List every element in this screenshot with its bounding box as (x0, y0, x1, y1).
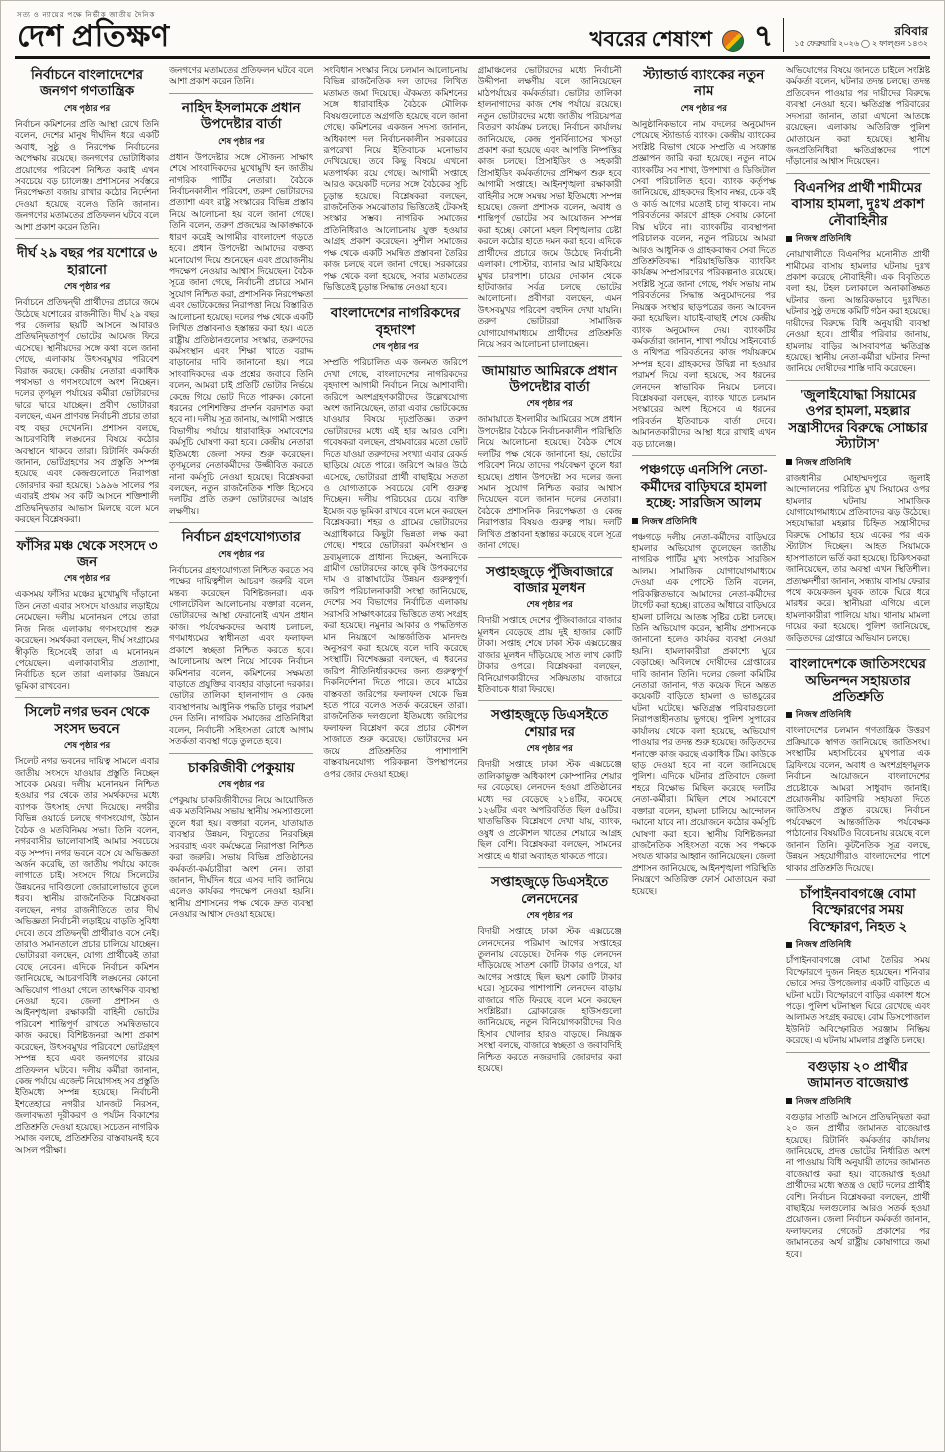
article-headline: নাহিদ ইসলামকে প্রধান উপদেষ্টার বার্তা (181, 99, 301, 132)
article (169, 93, 313, 517)
article-headline: দীর্ঘ ২৯ বছর পর যশোরে ৬ হারানো (17, 245, 158, 277)
byline-label: নিজস্ব প্রতিনিধি (795, 233, 852, 244)
byline-label: নিজস্ব প্রতিনিধি (795, 456, 852, 467)
section-logo-icon (722, 30, 744, 52)
byline-label: নিজস্ব প্রতিনিধি (641, 515, 698, 526)
column-4 (478, 65, 622, 1429)
byline-square-icon (786, 1098, 792, 1104)
article-headline: বিএনপির প্রার্থী শামীমের বাসায় হামলা, দুঃখ প্রকাশ নৌবাহিনীর (791, 179, 925, 228)
article (786, 1052, 930, 1260)
page-header (15, 7, 930, 56)
continued-from-label: শেষ পৃষ্ঠার পর (63, 281, 111, 292)
article (478, 557, 622, 696)
article-body: নির্বাচনে প্রতিদ্বন্দ্বী প্রার্থীদের প্রচারে জমে উঠেছে যশোরের রাজনীতি। দীর্ঘ ২৯ বছর পর জেলার ছয়টি আসনে আবারও প্রতিদ্বন্দ্বিতাপূর্ণ ভোটের আমেজ ফিরে এসেছে। স্থানীয়দের সঙ্গে কথা বলে জানা গেছে, এলাকায় উৎসবমুখর পরিবেশ বিরাজ করছে। কেন্দ্রীয় নেতারা একাধিক পথসভা ও গণসংযোগে অংশ নিচ্ছেন। দলের তৃণমূল পর্যায়ের কর্মীরা ভোটারদের দ্বারে দ্বারে যাচ্ছেন। প্রবীণ ভোটাররা বলছেন, এমন প্রাণবন্ত নির্বাচনী প্রচার তারা বহু বছর দেখেননি। প্রশাসন বলছে, আচরণবিধি লঙ্ঘনের বিষয়ে কঠোর অবস্থানে থাকবে তারা। রিটার্নিং কর্মকর্তা জানান, ভোটগ্রহণের সব প্রস্তুতি সম্পন্ন হয়েছে এবং কেন্দ্রগুলোতে নিরাপত্তা জোরদার করা হয়েছে। ১৯৯৬ সালের পর এবারই প্রথম সব কটি আসনে শক্তিশালী প্রতিদ্বন্দ্বিতার আভাস মিলছে বলে মনে করছেন বিশ্লেষকরা। (15, 297, 160, 525)
article-body: বাংলাদেশের চলমান গণতান্ত্রিক উত্তরণ প্রক্রিয়াকে স্বাগত জানিয়েছে জাতিসংঘ। সংস্থাটির মহাসচিবের মুখপাত্র এক ব্রিফিংয়ে বলেন, অবাধ ও অংশগ্রহণমূলক নির্বাচন আয়োজনে বাংলাদেশের প্রচেষ্টাকে আমরা সাধুবাদ জানাই। প্রয়োজনীয় কারিগরি সহায়তা দিতে জাতিসংঘ প্রস্তুত রয়েছে। নির্বাচন পর্যবেক্ষণে আন্তর্জাতিক পর্যবেক্ষক পাঠানোর বিষয়টিও বিবেচনায় রয়েছে বলে জানান তিনি। কূটনৈতিক সূত্র বলছে, উন্নয়ন সহযোগীরাও বাংলাদেশের পাশে থাকার প্রতিশ্রুতি দিয়েছে। (785, 725, 930, 873)
article-headline: বাংলাদেশকে জাতিসংঘের অভিনন্দন সহায়তার প্রতিশ্রুতি (790, 656, 926, 704)
byline (786, 937, 930, 952)
article-headline: চাঁপাইনবাবগঞ্জে বোমা বিস্ফোরণের সময় বিস্ফোরণ, নিহত ২ (800, 885, 916, 934)
article (786, 380, 930, 644)
continued-from-label: শেষ পৃষ্ঠার পর (526, 599, 573, 610)
masthead-tagline: সত্য ও ন্যায়ের পক্ষে নির্ভীক জাতীয় দৈনিক (17, 11, 156, 19)
article-headline: বগুড়ায় ২০ প্রার্থীর জামানত বাজেয়াপ্ত (807, 1058, 909, 1091)
article-body: সম্প্রতি পরিচালিত এক জনমত জরিপে দেখা গেছে, বাংলাদেশের নাগরিকদের বৃহদাংশ আগামী নির্বাচন নিয়ে আশাবাদী। জরিপে অংশগ্রহণকারীদের উল্লেখযোগ্য অংশ জানিয়েছেন, তারা এবার ভোটকেন্দ্রে যাওয়ার বিষয়ে দৃঢ়প্রতিজ্ঞ। তরুণ ভোটারদের মধ্যে এই হার আরও বেশি। গবেষকরা বলছেন, প্রথমবারের মতো ভোট দিতে যাওয়া তরুণদের সংখ্যা এবার রেকর্ড ছাড়িয়ে যেতে পারে। জরিপে আরও উঠে এসেছে, ভোটাররা প্রার্থী বাছাইয়ে সততা ও যোগ্যতাকে সবচেয়ে বেশি গুরুত্ব দিচ্ছেন। দলীয় পরিচয়ের চেয়ে ব্যক্তি ইমেজ বড় ভূমিকা রাখবে বলে মনে করছেন বিশ্লেষকরা। শহর ও গ্রামের ভোটারদের অগ্রাধিকারে কিছুটা ভিন্নতা লক্ষ করা গেছে। শহুরে ভোটাররা কর্মসংস্থান ও দ্রব্যমূল্যকে প্রাধান্য দিচ্ছেন, অন্যদিকে গ্রামীণ ভোটারদের কাছে কৃষি উপকরণের দাম ও রাস্তাঘাটের উন্নয়ন গুরুত্বপূর্ণ। জরিপ পরিচালনাকারী সংস্থা জানিয়েছে, দেশের সব বিভাগের নির্বাচিত এলাকায় সরাসরি সাক্ষাৎকারের ভিত্তিতে তথ্য সংগ্রহ করা হয়েছে। নমুনার আকার ও পদ্ধতিগত মান নিয়ন্ত্রণে আন্তর্জাতিক মানদণ্ড অনুসরণ করা হয়েছে বলে দাবি করেছে সংস্থাটি। বিশেষজ্ঞরা বলছেন, এ ধরনের জরিপ নীতিনির্ধারকদের জন্য গুরুত্বপূর্ণ দিকনির্দেশনা দিতে পারে। তবে মাঠের বাস্তবতা জরিপের ফলাফল থেকে ভিন্ন হতে পারে বলেও সতর্ক করেছেন তারা। রাজনৈতিক দলগুলো ইতিমধ্যে জরিপের ফলাফল বিশ্লেষণ করে প্রচার কৌশল সাজাতে শুরু করেছে। ভোটারদের মন জয়ে প্রতিশ্রুতির পাশাপাশি বাস্তবায়নযোগ্য পরিকল্পনা উপস্থাপনের ওপর জোর দেওয়া হচ্ছে। (323, 357, 468, 779)
article-headline: নির্বাচনে বাংলাদেশের জনগণ গণতান্ত্রিক (31, 67, 144, 99)
article (478, 867, 622, 1074)
continued-from-label: শেষ পৃষ্ঠার পর (218, 548, 265, 559)
column-lead-text: জনগণের মতামতের প্রতিফলন ঘটবে বলে আশা প্রকাশ করেন তিনি। (169, 65, 314, 87)
article-body: জামায়াতে ইসলামীর আমিরের সঙ্গে প্রধান উপদেষ্টার বৈঠকে নির্বাচনকালীন পরিস্থিতি নিয়ে আলোচনা হয়েছে। বৈঠক শেষে দলটির পক্ষ থেকে জানানো হয়, ভোটের পরিবেশ নিয়ে তাদের পর্যবেক্ষণ তুলে ধরা হয়েছে। প্রধান উপদেষ্টা সব দলের জন্য সমান সুযোগ নিশ্চিত করার আশ্বাস দিয়েছেন বলে জানান দলের নেতারা। বৈঠকে প্রশাসনিক নিরপেক্ষতা ও কেন্দ্র নিরাপত্তার বিষয়ও গুরুত্ব পায়। দলটি লিখিত প্রস্তাবনা হস্তান্তর করেছে বলে সূত্রে জানা গেছে। (477, 414, 622, 551)
column-3 (323, 65, 467, 1429)
article-body: রাজধানীর মোহাম্মদপুরে জুলাই আন্দোলনের পরিচিত মুখ সিয়ামের ওপর হামলার ঘটনায় সামাজিক যোগাযোগমাধ্যমে প্রতিবাদের ঝড় উঠেছে। সহযোদ্ধারা মহল্লার চিহ্নিত সন্ত্রাসীদের বিরুদ্ধে সোচ্চার হয়ে একের পর এক স্ট্যাটাস দিচ্ছেন। আহত সিয়ামকে হাসপাতালে ভর্তি করা হয়েছে। চিকিৎসকরা জানিয়েছেন, তার অবস্থা এখন স্থিতিশীল। প্রত্যক্ষদর্শীরা জানান, সন্ধ্যায় বাসায় ফেরার পথে কয়েকজন যুবক তাকে ঘিরে ধরে মারধর করে। স্থানীয়রা এগিয়ে এলে হামলাকারীরা পালিয়ে যায়। থানায় মামলা দায়ের করা হয়েছে। পুলিশ জানিয়েছে, জড়িতদের গ্রেপ্তারে অভিযান চলছে। (785, 472, 930, 643)
article-headline: জামায়াত আমিরকে প্রধান উপদেষ্টার বার্তা (482, 362, 618, 395)
page-number: ৭ (753, 20, 774, 53)
byline (786, 707, 930, 722)
article (15, 67, 159, 233)
header-right (590, 18, 928, 52)
article (169, 522, 313, 747)
continued-from-label: শেষ পৃষ্ঠার পর (526, 398, 573, 409)
article-body: নোয়াখালীতে বিএনপির মনোনীত প্রার্থী শামীমের বাসায় হামলার ঘটনায় দুঃখ প্রকাশ করেছে নৌবাহিনী। এক বিবৃতিতে বলা হয়, টহল চলাকালে অনাকাঙ্ক্ষিত ঘটনার জন্য আন্তরিকভাবে দুঃখিত। ঘটনার সুষ্ঠু তদন্তে কমিটি গঠন করা হয়েছে। দায়ীদের বিরুদ্ধে বিধি অনুযায়ী ব্যবস্থা নেওয়া হবে। প্রার্থীর পরিবার জানায়, হামলায় বাড়ির আসবাবপত্র ক্ষতিগ্রস্ত হয়েছে। স্থানীয় নেতা-কর্মীরা ঘটনার নিন্দা জানিয়ে দোষীদের শাস্তি দাবি করেছেন। (785, 249, 930, 374)
columns (15, 65, 930, 1429)
article-body: নির্বাচনের গ্রহণযোগ্যতা নিশ্চিত করতে সব পক্ষের দায়িত্বশীল আচরণ জরুরি বলে মন্তব্য করেছেন বিশিষ্টজনরা। এক গোলটেবিল আলোচনায় বক্তারা বলেন, ভোটারদের আস্থা ফেরানোই এখন প্রধান কাজ। পর্যবেক্ষকদের অবাধ চলাচল, গণমাধ্যমের স্বাধীনতা এবং ফলাফল প্রকাশে স্বচ্ছতা নিশ্চিত করতে হবে। আলোচনায় অংশ নিয়ে সাবেক নির্বাচন কমিশনার বলেন, কমিশনের সক্ষমতা বাড়াতে প্রযুক্তির ব্যবহার বাড়ানো দরকার। ভোটার তালিকা হালনাগাদ ও কেন্দ্র ব্যবস্থাপনায় আধুনিক পদ্ধতি চালুর পরামর্শ দেন তিনি। নাগরিক সমাজের প্রতিনিধিরা বলেন, নির্বাচনী সহিংসতা রোধে আগাম সতর্কতা ব্যবস্থা গড়ে তুলতে হবে। (169, 564, 314, 747)
article (15, 697, 159, 1156)
column-lead-text: গ্রামাঞ্চলের ভোটারদের মধ্যে নির্বাচনী উদ্দীপনা লক্ষণীয় বলে জানিয়েছেন মাঠপর্যায়ের কর্মকর্তারা। ভোটার তালিকা হালনাগাদের কাজ শেষ পর্যায়ে রয়েছে। নতুন ভোটারদের মধ্যে জাতীয় পরিচয়পত্র বিতরণ কার্যক্রম চলছে। নির্বাচন কার্যালয় জানিয়েছে, কেন্দ্র পুনর্বিন্যাসের খসড়া প্রকাশ করা হয়েছে এবং আপত্তি নিষ্পত্তির কাজ চলছে। প্রিসাইডিং ও সহকারী প্রিসাইডিং কর্মকর্তাদের প্রশিক্ষণ শুরু হবে আগামী সপ্তাহে। আইনশৃঙ্খলা রক্ষাকারী বাহিনীর সঙ্গে সমন্বয় সভা ইতিমধ্যে সম্পন্ন হয়েছে। জেলা প্রশাসক বলেন, অবাধ ও শান্তিপূর্ণ ভোটের সব আয়োজন সম্পন্ন করা হচ্ছে। কোনো মহল বিশৃঙ্খলার চেষ্টা করলে কঠোর হাতে দমন করা হবে। এদিকে প্রার্থীদের প্রচারে জমে উঠেছে নির্বাচনী এলাকা। পোস্টার, ব্যানার আর মাইকিংয়ে মুখর চারপাশ। চায়ের দোকান থেকে হাটবাজার সর্বত্র চলছে ভোটের আলোচনা। প্রবীণরা বলছেন, এমন উৎসবমুখর পরিবেশ বহুদিন দেখা যায়নি। তরুণ ভোটাররা সামাজিক যোগাযোগমাধ্যমে প্রার্থীদের প্রতিশ্রুতি নিয়ে সরব আলোচনা চালাচ্ছেন। (477, 65, 622, 350)
byline-square-icon (786, 712, 792, 718)
column-1 (15, 65, 159, 1429)
byline-square-icon (786, 236, 792, 242)
article-body: বগুড়ার সাতটি আসনে প্রতিদ্বন্দ্বিতা করা ২০ জন প্রার্থীর জামানত বাজেয়াপ্ত হয়েছে। রিটার্নিং কর্মকর্তার কার্যালয় জানিয়েছে, প্রদত্ত ভোটের নির্ধারিত অংশ না পাওয়ায় বিধি অনুযায়ী তাদের জামানত বাজেয়াপ্ত করা হয়। বাজেয়াপ্ত হওয়া প্রার্থীদের মধ্যে স্বতন্ত্র ও ছোট দলের প্রার্থীই বেশি। নির্বাচন বিশ্লেষকরা বলছেন, প্রার্থী বাছাইয়ে দলগুলোর আরও সতর্ক হওয়া প্রয়োজন। জেলা নির্বাচন কর্মকর্তা জানান, ফলাফলের গেজেট প্রকাশের পর জামানতের অর্থ রাষ্ট্রীয় কোষাগারে জমা হবে। (785, 1111, 930, 1259)
article (169, 753, 313, 921)
continued-from-label: শেষ পৃষ্ঠার পর (372, 341, 419, 352)
article-headline: চাকরিজীবী পেকুয়ায় (187, 759, 295, 775)
article-body: বিদায়ী সপ্তাহে দেশের পুঁজিবাজারে বাজার মূলধন বেড়েছে প্রায় দুই হাজার কোটি টাকা। সপ্তাহ শেষে ঢাকা স্টক এক্সচেঞ্জের বাজার মূলধন দাঁড়িয়েছে সাত লাখ কোটি টাকার ওপরে। বিশ্লেষকরা বলছেন, বিনিয়োগকারীদের সক্রিয়তায় বাজারে ইতিবাচক ধারা ফিরছে। (477, 615, 622, 695)
article (632, 67, 776, 450)
column-2 (169, 65, 313, 1429)
date-line: ১৫ ফেব্রুয়ারি ২০২৬ ◯ ২ ফাল্গুন ১৪৩২ (794, 39, 928, 48)
header-rule (15, 56, 930, 59)
article-headline: পঞ্চগড়ে এনসিপি নেতা-কর্মীদের বাড়িঘরে হামলা হচ্ছে: সারজিস আলম (639, 462, 768, 511)
article (323, 298, 467, 780)
column-6 (786, 65, 930, 1429)
article-body: প্রধান উপদেষ্টার সঙ্গে সৌজন্য সাক্ষাৎ শেষে সাংবাদিকদের মুখোমুখি হন জাতীয় নাগরিক পার্টির নেতারা। বৈঠকে নির্বাচনকালীন পরিবেশ, তরুণ ভোটারদের প্রত্যাশা এবং রাষ্ট্র সংস্কারের বিভিন্ন প্রস্তাব নিয়ে আলোচনা হয় বলে জানা গেছে। তিনি বলেন, তরুণ প্রজন্মের আকাঙ্ক্ষাকে ধারণ করেই আগামীর বাংলাদেশ গড়তে হবে। প্রধান উপদেষ্টা আমাদের বক্তব্য মনোযোগ দিয়ে শুনেছেন এবং প্রয়োজনীয় পদক্ষেপ নেওয়ার আশ্বাস দিয়েছেন। বৈঠক সূত্রে জানা গেছে, নির্বাচনী প্রচারে সমান সুযোগ নিশ্চিত করা, প্রশাসনিক নিরপেক্ষতা এবং ভোটকেন্দ্রের নিরাপত্তা নিয়ে বিস্তারিত আলোচনা হয়েছে। দলের পক্ষ থেকে একটি লিখিত প্রস্তাবনাও হস্তান্তর করা হয়। এতে রাষ্ট্রীয় প্রতিষ্ঠানগুলোর সংস্কার, তরুণদের কর্মসংস্থান এবং শিক্ষা খাতে বরাদ্দ বাড়ানোর দাবি জানানো হয়। পরে সাংবাদিকদের এক প্রশ্নের জবাবে তিনি বলেন, আমরা চাই প্রতিটি ভোটার নির্ভয়ে কেন্দ্রে গিয়ে ভোট দিতে পারুক। কোনো ধরনের পেশিশক্তির প্রদর্শন বরদাশত করা হবে না। দলীয় সূত্র জানায়, আগামী সপ্তাহে বিভাগীয় পর্যায়ে ধারাবাহিক সমাবেশের কর্মসূচি ঘোষণা করা হবে। কেন্দ্রীয় নেতারা ইতিমধ্যে জেলা সফর শুরু করেছেন। তৃণমূলের নেতাকর্মীদের উজ্জীবিত করতে নানা কর্মসূচি নেওয়া হয়েছে। বিশ্লেষকরা বলছেন, নতুন রাজনৈতিক শক্তি হিসেবে দলটির প্রতি তরুণ ভোটারদের আগ্রহ লক্ষণীয়। (169, 151, 314, 516)
article-body: বিদায়ী সপ্তাহে ঢাকা স্টক এক্সচেঞ্জে লেনদেনের পরিমাণ আগের সপ্তাহের তুলনায় বেড়েছে। দৈনিক গড় লেনদেন দাঁড়িয়েছে সাতশ কোটি টাকার ওপরে, যা আগের সপ্তাহে ছিল ছয়শ কোটি টাকার ঘরে। সূচকের পাশাপাশি লেনদেন বাড়ায় বাজারে গতি ফিরছে বলে মনে করছেন সংশ্লিষ্টরা। ব্রোকারেজ হাউসগুলো জানিয়েছে, নতুন বিনিয়োগকারীদের বিও হিসাব খোলার হারও বাড়ছে। নিয়ন্ত্রক সংস্থা বলছে, বাজারে স্বচ্ছতা ও জবাবদিহি নিশ্চিত করতে নজরদারি জোরদার করা হয়েছে। (477, 926, 622, 1074)
article-headline: সপ্তাহজুড়ে পুঁজিবাজারে বাজার মূলধন (486, 563, 614, 596)
article (15, 531, 159, 693)
continued-from-label: শেষ পৃষ্ঠার পর (526, 910, 573, 921)
article-body: পেকুয়ায় চাকরিজীবীদের নিয়ে আয়োজিত এক মতবিনিময় সভায় স্থানীয় সমস্যাগুলো তুলে ধরা হয়। বক্তারা বলেন, যাতায়াত ব্যবস্থার উন্নয়ন, বিদ্যুতের নিরবচ্ছিন্ন সরবরাহ এবং কর্মক্ষেত্রে নিরাপত্তা নিশ্চিত করা জরুরি। সভায় বিভিন্ন প্রতিষ্ঠানের কর্মকর্তা-কর্মচারীরা অংশ নেন। তারা জানান, দীর্ঘদিন ধরে এসব দাবি জানিয়ে এলেও কার্যকর পদক্ষেপ নেওয়া হয়নি। স্থানীয় প্রশাসনের পক্ষ থেকে দ্রুত ব্যবস্থা নেওয়ার আশ্বাস দেওয়া হয়েছে। (169, 794, 314, 920)
article-headline: ফাঁসির মঞ্চ থেকে সংসদে ৩ জন (16, 537, 158, 569)
article-body: সিলেট নগর ভবনের দায়িত্ব সামলে এবার জাতীয় সংসদে যাওয়ার প্রস্তুতি নিচ্ছেন সাবেক মেয়র। দলীয় মনোনয়ন নিশ্চিত হওয়ার পর থেকে তার সমর্থকদের মধ্যে ব্যাপক উৎসাহ দেখা দিয়েছে। নগরীর বিভিন্ন ওয়ার্ডে চলছে গণসংযোগ, উঠান বৈঠক ও মতবিনিময় সভা। তিনি বলেন, নগরবাসীর ভালোবাসাই আমার সবচেয়ে বড় সম্পদ। নগর ভবনে বসে যে অভিজ্ঞতা অর্জন করেছি, তা জাতীয় পর্যায়ে কাজে লাগাতে চাই। সংসদে গিয়ে সিলেটের উন্নয়নের দাবিগুলো জোরালোভাবে তুলে ধরব। স্থানীয় রাজনৈতিক বিশ্লেষকরা বলছেন, নগর রাজনীতিতে তার দীর্ঘ অভিজ্ঞতা নির্বাচনী লড়াইয়ে বাড়তি সুবিধা দেবে। তবে প্রতিদ্বন্দ্বী প্রার্থীরাও বসে নেই। তারাও সমানতালে প্রচার চালিয়ে যাচ্ছেন। ভোটাররা বলছেন, যোগ্য প্রার্থীকেই তারা বেছে নেবেন। এদিকে নির্বাচন কমিশন জানিয়েছে, আচরণবিধি লঙ্ঘনের কোনো অভিযোগ পাওয়া গেলে তাৎক্ষণিক ব্যবস্থা নেওয়া হবে। জেলা প্রশাসন ও আইনশৃঙ্খলা রক্ষাকারী বাহিনী ভোটের পরিবেশ শান্তিপূর্ণ রাখতে সমন্বিতভাবে কাজ করছে। বিশিষ্টজনরা আশা প্রকাশ করেছেন, উৎসবমুখর পরিবেশে ভোটগ্রহণ সম্পন্ন হবে এবং জনগণের রায়ের প্রতিফলন ঘটবে। দলীয় কর্মীরা জানান, কেন্দ্র পর্যায়ে এজেন্ট নিয়োগসহ সব প্রস্তুতি ইতিমধ্যে সম্পন্ন হয়েছে। নির্বাচনী ইশতেহারে নগরীর যানজট নিরসন, জলাবদ্ধতা দূরীকরণ ও পর্যটন বিকাশের প্রতিশ্রুতি দেওয়া হয়েছে। সচেতন নাগরিক সমাজ বলছে, প্রতিশ্রুতির বাস্তবায়নই হবে আসল পরীক্ষা। (15, 756, 160, 1155)
byline-label: নিজস্ব প্রতিনিধি (795, 939, 852, 950)
article (478, 356, 622, 552)
article-headline: সিলেট নগর ভবন থেকে সংসদ ভবনে (24, 704, 150, 736)
continued-from-label: শেষ পৃষ্ঠার পর (526, 743, 573, 754)
continued-from-label: শেষ পৃষ্ঠার পর (63, 102, 111, 113)
article-body: নির্বাচন কমিশনের প্রতি আস্থা রেখে তিনি বলেন, দেশের মানুষ দীর্ঘদিন ধরে একটি অবাধ, সুষ্ঠু ও নিরপেক্ষ নির্বাচনের অপেক্ষায় রয়েছে। জনগণের ভোটাধিকার প্রয়োগের পরিবেশ নিশ্চিত করাই এখন সবচেয়ে বড় চ্যালেঞ্জ। প্রশাসনের সর্বস্তরে নিরপেক্ষতা বজায় রাখার কঠোর নির্দেশনা দেওয়া হয়েছে বলেও তিনি জানান। জনগণের মতামতের প্রতিফলন ঘটবে বলে আশা প্রকাশ করেন তিনি। (15, 118, 160, 232)
byline (786, 1094, 930, 1109)
article (786, 173, 930, 375)
section-title: খবরের শেষাংশ (589, 27, 712, 51)
byline-square-icon (786, 942, 792, 948)
newspaper-name: দেশ প্রতিক্ষণ (17, 20, 170, 53)
column-lead-text: সংবিধান সংস্কার নিয়ে চলমান আলোচনায় বিভিন্ন রাজনৈতিক দল তাদের লিখিত মতামত জমা দিয়েছে। ঐকমত্য কমিশনের সঙ্গে ধারাবাহিক বৈঠকে মৌলিক বিষয়গুলোতে অগ্রগতি হয়েছে বলে জানা গেছে। কমিশনের একজন সদস্য জানান, অধিকাংশ দল নির্বাচনকালীন সরকারের রূপরেখা নিয়ে ইতিবাচক মনোভাব দেখিয়েছে। তবে কিছু বিষয়ে এখনো মতপার্থক্য রয়ে গেছে। আগামী সপ্তাহে আরও কয়েকটি দলের সঙ্গে বৈঠকের সূচি চূড়ান্ত হয়েছে। বিশ্লেষকরা বলছেন, রাজনৈতিক সমঝোতার ভিত্তিতেই টেকসই সংস্কার সম্ভব। নাগরিক সমাজের প্রতিনিধিরাও আলোচনায় যুক্ত হওয়ার আগ্রহ প্রকাশ করেছেন। সুশীল সমাজের পক্ষ থেকে একটি সমন্বিত প্রস্তাবনা তৈরির কাজ চলছে বলে জানা গেছে। সরকারের পক্ষ থেকে বলা হয়েছে, সবার মতামতের ভিত্তিতেই চূড়ান্ত সিদ্ধান্ত নেওয়া হবে। (323, 65, 468, 293)
article (15, 238, 159, 525)
column-5 (632, 65, 776, 1429)
article-body: একসময় ফাঁসির মঞ্চের মুখোমুখি দাঁড়ানো তিন নেতা এবার সংসদে যাওয়ার লড়াইয়ে নেমেছেন। দলীয় মনোনয়ন পেয়ে তারা নিজ নিজ এলাকায় গণসংযোগ শুরু করেছেন। সমর্থকরা বলছেন, দীর্ঘ সংগ্রামের স্বীকৃতি হিসেবেই তারা এ মনোনয়ন পেয়েছেন। এলাকাবাসীর প্রত্যাশা, নির্বাচিত হলে তারা এলাকার উন্নয়নে ভূমিকা রাখবেন। (15, 589, 160, 691)
continued-from-label: শেষ পৃষ্ঠার পর (218, 778, 265, 789)
byline-square-icon (632, 518, 638, 524)
byline-label: নিজস্ব প্রতিনিধি (795, 709, 852, 720)
article-headline: স্ট্যান্ডার্ড ব্যাংকের নতুন নাম (643, 67, 765, 99)
article-headline: নির্বাচন গ্রহণযোগ্যতার (181, 529, 301, 545)
day-name: রবিবার (894, 24, 928, 38)
article (478, 700, 622, 862)
byline (786, 231, 930, 246)
article (786, 879, 930, 1047)
masthead (17, 9, 170, 52)
date-block (794, 25, 928, 52)
byline-label: নিজস্ব প্রতিনিধি (795, 1095, 852, 1106)
article-headline: সপ্তাহজুড়ে ডিএসইতে শেয়ার দর (491, 707, 609, 739)
article-body: চাঁপাইনবাবগঞ্জে বোমা তৈরির সময় বিস্ফোরণে দুজন নিহত হয়েছেন। শনিবার ভোরে সদর উপজেলার একটি বাড়িতে এ ঘটনা ঘটে। বিস্ফোরণে বাড়ির একাংশ ধসে পড়ে। পুলিশ ঘটনাস্থল ঘিরে রেখেছে এবং আলামত সংগ্রহ করছে। বোম ডিসপোজাল ইউনিট অবিস্ফোরিত সরঞ্জাম নিষ্ক্রিয় করেছে। এ ঘটনায় মামলার প্রস্তুতি চলছে। (785, 955, 930, 1046)
byline (632, 514, 776, 529)
continued-from-label: শেষ পৃষ্ঠার পর (218, 135, 265, 146)
article-body: পঞ্চগড়ে দলীয় নেতা-কর্মীদের বাড়িঘরে হামলার অভিযোগ তুলেছেন জাতীয় নাগরিক পার্টির মুখ্য সংগঠক সারজিস আলম। সামাজিক যোগাযোগমাধ্যমে দেওয়া এক পোস্টে তিনি বলেন, পরিকল্পিতভাবে আমাদের নেতা-কর্মীদের টার্গেট করা হচ্ছে। রাতের আঁধারে বাড়িঘরে হামলা চালিয়ে আতঙ্ক সৃষ্টির চেষ্টা চলছে। তিনি অভিযোগ করেন, স্থানীয় প্রশাসনকে জানানো হলেও কার্যকর ব্যবস্থা নেওয়া হয়নি। হামলাকারীরা প্রকাশ্যে ঘুরে বেড়াচ্ছে। অবিলম্বে দোষীদের গ্রেপ্তারের দাবি জানান তিনি। দলের জেলা কমিটির নেতারা জানান, গত কয়েক দিনে অন্তত কয়েকটি বাড়িতে হামলা ও ভাঙচুরের ঘটনা ঘটেছে। ক্ষতিগ্রস্ত পরিবারগুলো নিরাপত্তাহীনতায় ভুগছে। পুলিশ সুপারের কার্যালয় থেকে বলা হয়েছে, অভিযোগ পাওয়ার পর তদন্ত শুরু হয়েছে। জড়িতদের শনাক্তে কাজ করছে একাধিক টিম। কাউকে ছাড় দেওয়া হবে না বলে জানিয়েছে পুলিশ। এদিকে ঘটনার প্রতিবাদে জেলা শহরে বিক্ষোভ মিছিল করেছে দলটির নেতা-কর্মীরা। মিছিল শেষে সমাবেশে বক্তারা বলেন, হামলা চালিয়ে আন্দোলন দমানো যাবে না। প্রয়োজনে কঠোর কর্মসূচি ঘোষণা করা হবে। স্থানীয় বিশিষ্টজনরা রাজনৈতিক সহিংসতা বন্ধে সব পক্ষকে সংযত থাকার আহ্বান জানিয়েছেন। জেলা প্রশাসন জানিয়েছে, আইনশৃঙ্খলা পরিস্থিতি নিয়ন্ত্রণে অতিরিক্ত ফোর্স মোতায়েন করা হয়েছে। (631, 531, 776, 896)
article-body: আনুষ্ঠানিকভাবে নাম বদলের অনুমোদন পেয়েছে স্ট্যান্ডার্ড ব্যাংক। কেন্দ্রীয় ব্যাংকের সংশ্লিষ্ট বিভাগ থেকে সম্প্রতি এ সংক্রান্ত প্রজ্ঞাপন জারি করা হয়েছে। নতুন নামে ব্যাংকটির সব শাখা, উপশাখা ও ডিজিটাল সেবা পরিচালিত হবে। ব্যাংক কর্তৃপক্ষ জানিয়েছে, গ্রাহকদের হিসাব নম্বর, চেক বই ও কার্ড আগের মতোই চালু থাকবে। নাম পরিবর্তনের কারণে গ্রাহক সেবায় কোনো বিঘ্ন ঘটবে না। ব্যাংকটির ব্যবস্থাপনা পরিচালক বলেন, নতুন পরিচয়ে আমরা আরও আধুনিক ও গ্রাহকবান্ধব সেবা দিতে প্রতিশ্রুতিবদ্ধ। শরিয়াহভিত্তিক ব্যাংকিং কার্যক্রম সম্প্রসারণের পরিকল্পনাও রয়েছে। সংশ্লিষ্ট সূত্রে জানা গেছে, পর্ষদ সভায় নাম পরিবর্তনের সিদ্ধান্ত অনুমোদনের পর নিয়ন্ত্রক সংস্থার ছাড়পত্রের জন্য আবেদন করা হয়েছিল। যাচাই-বাছাই শেষে কেন্দ্রীয় ব্যাংক অনুমোদন দেয়। ব্যাংকটির কর্মকর্তারা জানান, শাখা পর্যায়ে সাইনবোর্ড ও নথিপত্র পরিবর্তনের কাজ পর্যায়ক্রমে সম্পন্ন হবে। গ্রাহকদের উদ্বিগ্ন না হওয়ার পরামর্শ দিয়ে বলা হয়েছে, সব ধরনের লেনদেন স্বাভাবিক নিয়মে চলবে। বিশ্লেষকরা বলছেন, ব্যাংক খাতে চলমান সংস্কারের অংশ হিসেবে এ ধরনের পরিবর্তন ইতিবাচক বার্তা দেবে। আমানতকারীদের আস্থা ধরে রাখাই এখন বড় চ্যালেঞ্জ। (631, 118, 776, 449)
header-divider (783, 18, 784, 52)
article-headline: 'জুলাইযোদ্ধা সিয়ামের ওপর হামলা, মহল্লার সন্ত্রাসীদের বিরুদ্ধে সোচ্চার স্ট্যাটাস' (788, 386, 928, 452)
byline (786, 455, 930, 470)
article-headline: বাংলাদেশের নাগরিকদের বৃহদাংশ (330, 305, 461, 337)
article-headline: সপ্তাহজুড়ে ডিএসইতে লেনদেনের (491, 874, 609, 906)
column-lead-text: অভিযোগের বিষয়ে জানতে চাইলে সংশ্লিষ্ট কর্মকর্তা বলেন, ঘটনার তদন্ত চলছে। তদন্ত প্রতিবেদন পাওয়ার পর দায়ীদের বিরুদ্ধে ব্যবস্থা নেওয়া হবে। ক্ষতিগ্রস্ত পরিবারের সদস্যরা জানান, তারা এখনো আতঙ্কে রয়েছেন। এলাকায় অতিরিক্ত পুলিশ মোতায়েন করা হয়েছে। স্থানীয় জনপ্রতিনিধিরা ক্ষতিগ্রস্তদের পাশে দাঁড়ানোর আশ্বাস দিয়েছেন। (785, 65, 930, 167)
article (786, 649, 930, 874)
continued-from-label: শেষ পৃষ্ঠার পর (680, 102, 727, 113)
continued-from-label: শেষ পৃষ্ঠার পর (63, 573, 111, 584)
byline-square-icon (786, 459, 792, 465)
continued-from-label: শেষ পৃষ্ঠার পর (63, 740, 111, 751)
article-body: বিদায়ী সপ্তাহে ঢাকা স্টক এক্সচেঞ্জে তালিকাভুক্ত অধিকাংশ কোম্পানির শেয়ার দর বেড়েছে। লেনদেন হওয়া প্রতিষ্ঠানের মধ্যে দর বেড়েছে ২১৪টির, কমেছে ১২৬টির এবং অপরিবর্তিত ছিল ৫৬টির। খাতভিত্তিক বিশ্লেষণে দেখা যায়, ব্যাংক, ওষুধ ও প্রকৌশল খাতের শেয়ারে আগ্রহ ছিল বেশি। বিশ্লেষকরা বলছেন, সামনের সপ্তাহে এ ধারা অব্যাহত থাকতে পারে। (477, 759, 622, 861)
article (632, 455, 776, 897)
